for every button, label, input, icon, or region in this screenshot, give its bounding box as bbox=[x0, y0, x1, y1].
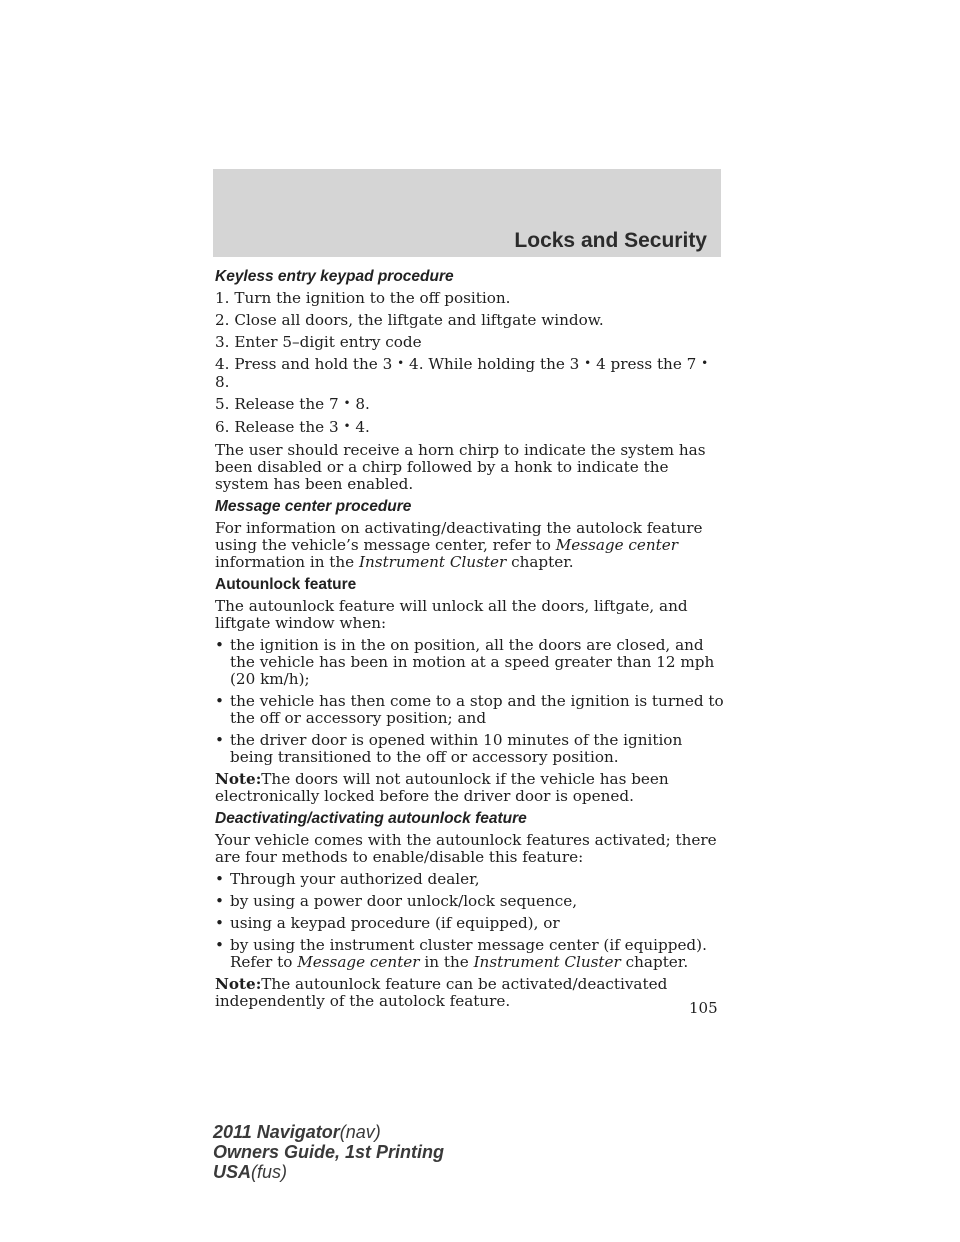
keypad-step-1: 1. Turn the ignition to the off position. bbox=[215, 289, 511, 307]
page-number: 105 bbox=[689, 999, 718, 1017]
page-content bbox=[215, 268, 725, 1015]
message-center-text: For information on activating/deactivating the autolock feature using the vehicle’s message center, refer to Message center information in the Instrument Cluster chapter. bbox=[215, 519, 703, 571]
message-center-heading: Message center procedure bbox=[215, 498, 412, 515]
footer-line-1: 2011 Navigator(nav) bbox=[213, 1122, 381, 1142]
list-item: • using a keypad procedure (if equipped), or bbox=[215, 914, 560, 932]
list-item: • Through your authorized dealer, bbox=[215, 870, 480, 888]
footer-line-3: USA(fus) bbox=[213, 1162, 288, 1182]
autounlock-intro: The autounlock feature will unlock all the doors, liftgate, and liftgate window when: bbox=[215, 597, 688, 632]
list-item: • the driver door is opened within 10 minutes of the ignition being transitioned to the off or accessory position. bbox=[215, 731, 683, 766]
print-footer bbox=[213, 1122, 444, 1182]
autounlock-heading: Autounlock feature bbox=[215, 576, 357, 593]
section-header-bar bbox=[213, 169, 721, 257]
deactivating-intro: Your vehicle comes with the autounlock features activated; there are four methods to enable/disable this feature: bbox=[215, 831, 717, 866]
list-item: • by using a power door unlock/lock sequence, bbox=[215, 892, 578, 910]
list-item: • the ignition is in the on position, all the doors are closed, and the vehicle has been in motion at a speed greater than 12 mph (20 km/h); bbox=[215, 636, 715, 688]
autounlock-note: Note:The doors will not autounlock if the vehicle has been electronically locked before the driver door is opened. bbox=[215, 770, 669, 805]
instrument-cluster-reference: Instrument Cluster bbox=[359, 553, 507, 571]
list-item: • the vehicle has then come to a stop and the ignition is turned to the off or accessory position; and bbox=[215, 692, 724, 727]
footer-line-2: Owners Guide, 1st Printing bbox=[213, 1142, 445, 1162]
section-title: Locks and Security bbox=[514, 229, 707, 252]
keypad-heading: Keyless entry keypad procedure bbox=[215, 268, 454, 285]
keypad-result-text: The user should receive a horn chirp to indicate the system has been disabled or a chirp followed by a honk to indicate the system has been enabled. bbox=[215, 441, 706, 493]
keypad-step-3: 3. Enter 5–digit entry code bbox=[215, 333, 422, 351]
deactivating-heading: Deactivating/activating autounlock feature bbox=[215, 810, 527, 827]
keypad-step-5: 5. Release the 7 • 8. bbox=[215, 395, 370, 413]
keypad-step-4: 4. Press and hold the 3 • 4. While holding the 3 • 4 press the 7 • 8. bbox=[215, 355, 709, 391]
keypad-step-6: 6. Release the 3 • 4. bbox=[215, 418, 370, 436]
list-item: • by using the instrument cluster message center (if equipped). Refer to Message center in the Instrument Cluster chapter. bbox=[215, 936, 707, 971]
keypad-step-2: 2. Close all doors, the liftgate and liftgate window. bbox=[215, 311, 604, 329]
message-center-reference: Message center bbox=[555, 536, 679, 554]
deactivating-note: Note:The autounlock feature can be activated/deactivated independently of the autolock feature. bbox=[215, 975, 668, 1010]
